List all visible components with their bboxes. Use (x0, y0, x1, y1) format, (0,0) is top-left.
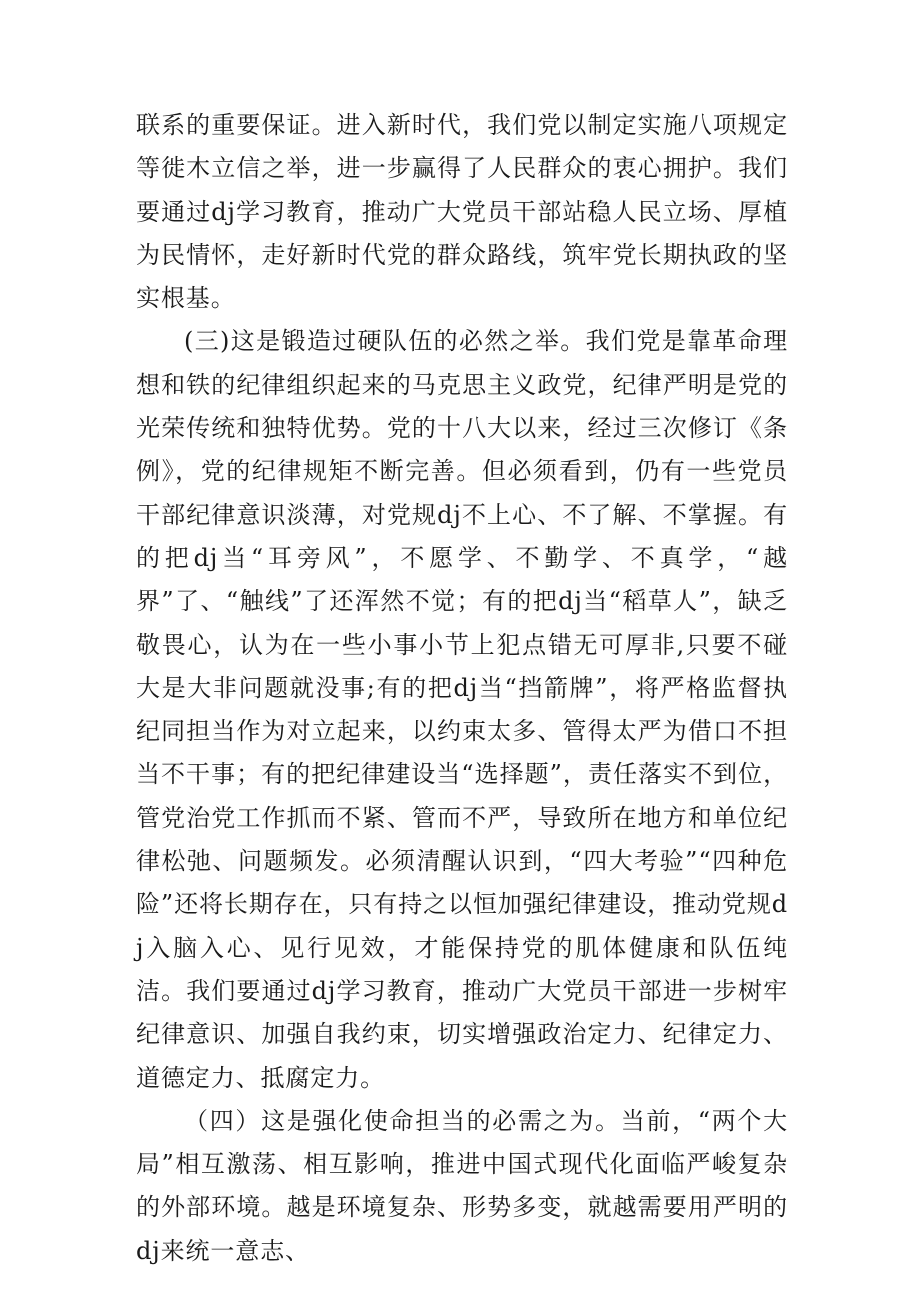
paragraph-masses-line-conclusion: 联系的重要保证。进入新时代，我们党以制定实施八项规定等徙木立信之举，进一步赢得了人民群众的衷心拥护。我们要通过dj学习教育，推动广大党员干部站稳人民立场、厚植为民情怀，走好新时代党的群众路线，筑牢党长期执政的坚实根基。 (136, 111, 788, 313)
paragraph-section-four-mission: （四）这是强化使命担当的必需之为。当前，“两个大局”相互激荡、相互影响，推进中国式现代化面临严峻复杂的外部环境。越是环境复杂、形势多变，就越需要用严明的dj来统一意志、 (136, 1106, 788, 1265)
document-body (136, 104, 788, 1273)
paragraph-section-three-discipline: (三)这是锻造过硬队伍的必然之举。我们党是靠革命理想和铁的纪律组织起来的马克思主义政党，纪律严明是党的光荣传统和独特优势。党的十八大以来，经过三次修订《条例》，党的纪律规矩不断完善。但必须看到，仍有一些党员干部纪律意识淡薄，对党规dj不上心、不了解、不掌握。有的把dj当“耳旁风”，不愿学、不勤学、不真学，“越界”了、“触线”了还浑然不觉；有的把dj当“稻草人”，缺乏敬畏心，认为在一些小事小节上犯点错无可厚非,只要不碰大是大非问题就没事;有的把dj当“挡箭牌”，将严格监督执纪同担当作为对立起来，以约束太多、管得太严为借口不担当不干事；有的把纪律建设当“选择题”，责任落实不到位，管党治党工作抓而不紧、管而不严，导致所在地方和单位纪律松弛、问题频发。必须清醒认识到，“四大考验”“四种危险”还将长期存在，只有持之以恒加强纪律建设，推动党规dj入脑入心、见行见效，才能保持党的肌体健康和队伍纯洁。我们要通过dj学习教育，推动广大党员干部进一步树牢纪律意识、加强自我约束，切实增强政治定力、纪律定力、道德定力、抵腐定力。 (136, 327, 788, 1092)
